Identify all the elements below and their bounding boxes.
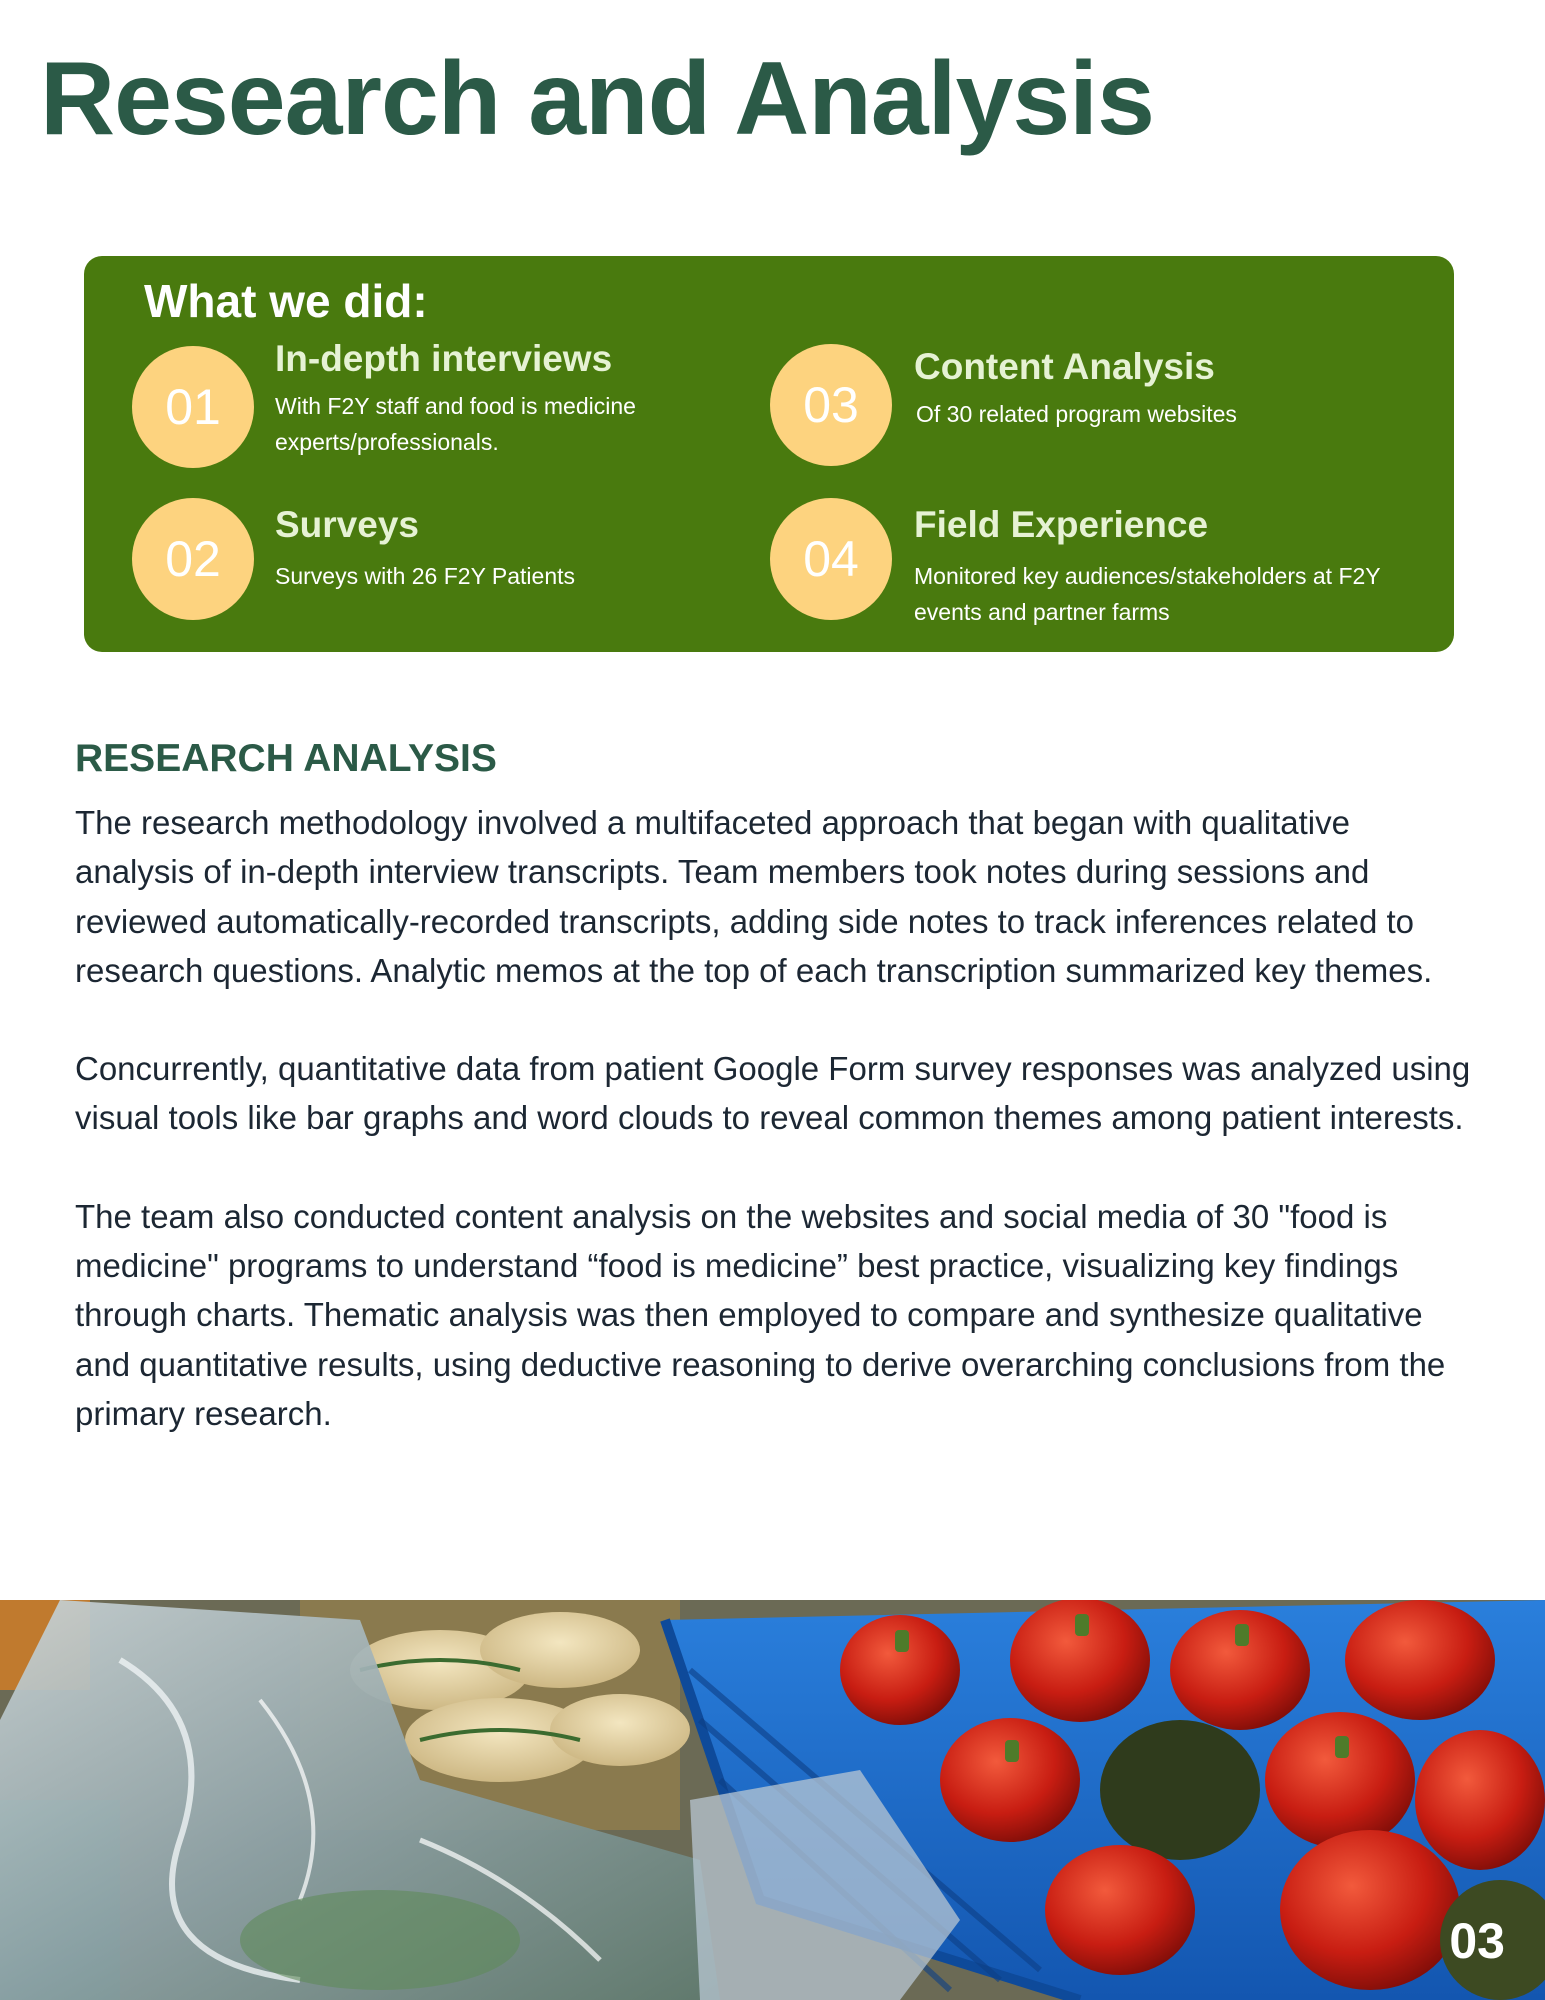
step-description: Surveys with 26 F2Y Patients [275,563,575,589]
paragraph: The team also conducted content analysis on the websites and social media of 30 "food is medicine" programs to understand “food is medicine” best practice, visualizing key findings through charts. Thematic analysis was then employed to compare and synthesize qualitative and quantitative results, using deductive reasoning to derive overarching conclusions from the primary research. [75,1197,1446,1432]
produce-photo [0,1600,1545,2000]
what-we-did-card [84,256,1454,652]
paragraph: The research methodology involved a multifaceted approach that began with qualitative analysis of in-depth interview transcripts. Team members took notes during sessions and reviewed automatically-recorded transcripts, adding side notes to track inferences related to research questions. Analytic memos at the top of each transcription summarized key themes. [75,804,1433,989]
step-description: With F2Y staff and food is medicine experts/professionals. [275,393,636,455]
step-number-badge: 02 [132,498,254,620]
what-we-did-title: What we did: [144,275,428,327]
page-title: Research and Analysis [40,41,1154,157]
step-number-badge: 01 [132,346,254,468]
paragraph: Concurrently, quantitative data from patient Google Form survey responses was analyzed using visual tools like bar graphs and word clouds to reveal common themes among patient interests. [75,1050,1471,1137]
step-description: Of 30 related program websites [916,401,1237,427]
step-heading: In-depth interviews [275,338,613,379]
step-heading: Content Analysis [914,346,1215,387]
step-heading: Surveys [275,504,419,545]
step-number-badge: 04 [770,498,892,620]
step-heading: Field Experience [914,504,1209,545]
research-analysis-heading: RESEARCH ANALYSIS [75,737,497,780]
research-analysis-body [75,798,1475,1487]
step-description: Monitored key audiences/stakeholders at F2Y events and partner farms [914,563,1381,625]
step-number-badge: 03 [770,344,892,466]
page-number: 03 [1449,1913,1505,1969]
